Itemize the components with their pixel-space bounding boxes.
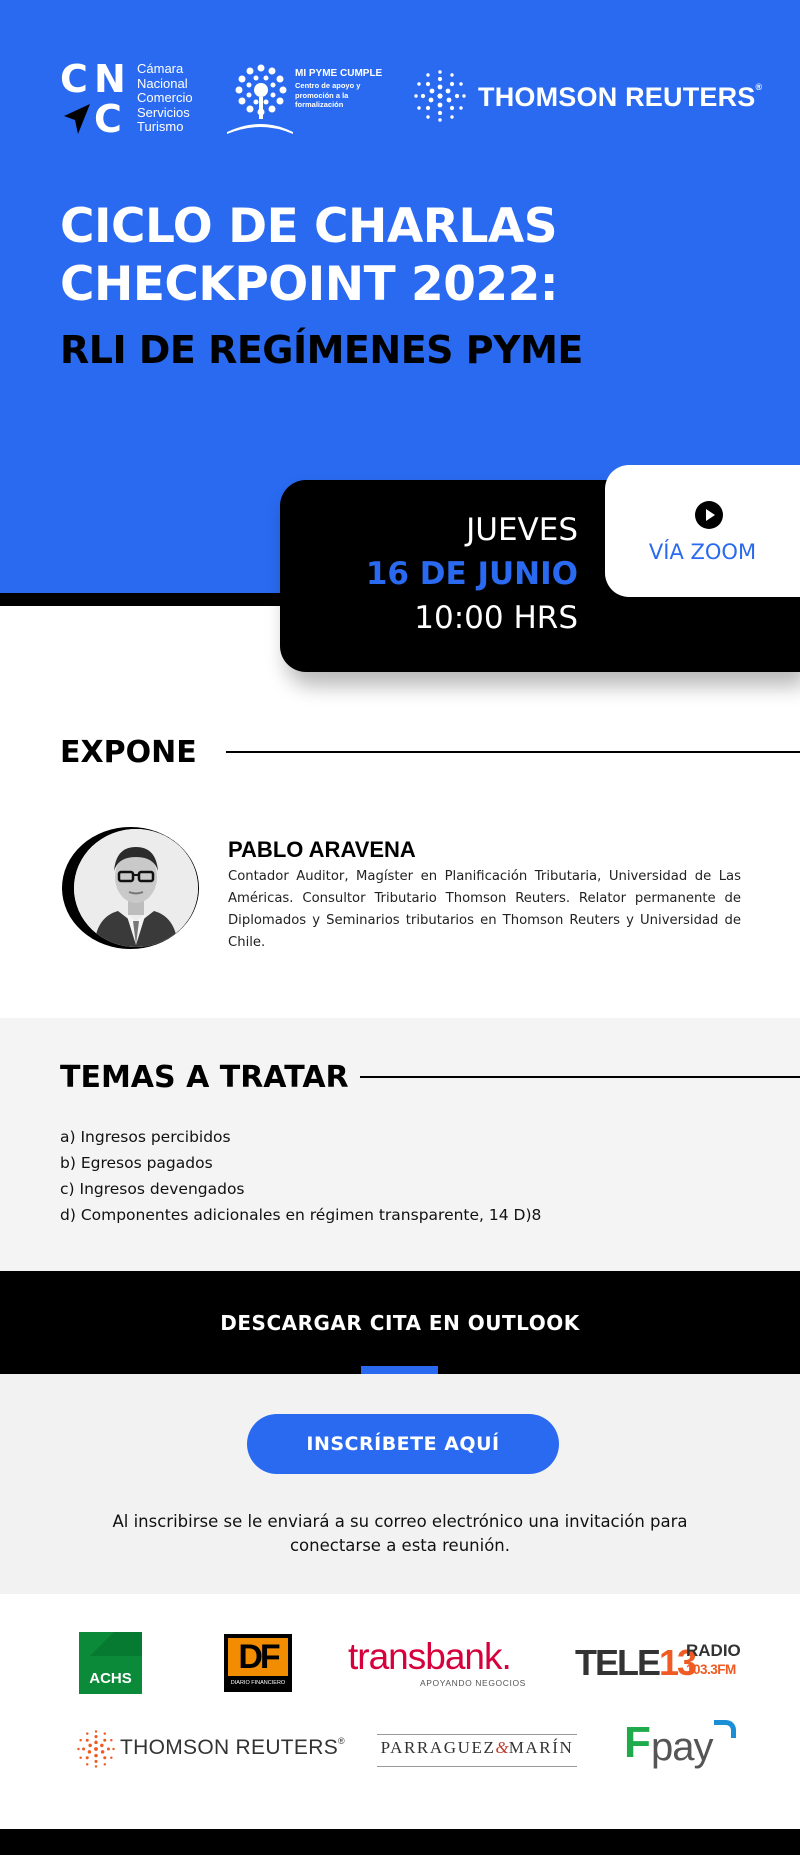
register-section (0, 1374, 800, 1594)
pyme-subtitle: Centro de apoyo y promoción a la formalización (295, 81, 361, 109)
topics-divider (360, 1076, 800, 1078)
event-title: CICLO DE CHARLAS CHECKPOINT 2022: (60, 199, 559, 312)
via-zoom-label: VÍA ZOOM (648, 540, 757, 564)
outlook-download-banner[interactable] (0, 1271, 800, 1374)
expone-divider (226, 751, 800, 753)
speaker-avatar (62, 827, 199, 949)
parraguez-top-rule (377, 1734, 577, 1735)
speaker-name: PABLO ARAVENA (228, 837, 416, 862)
thomson-reuters-wordmark: THOMSON REUTERS® (478, 82, 763, 112)
tele13-radio-logo[interactable]: TELE13 RADIO 103.3FM (575, 1641, 741, 1683)
transbank-logo[interactable]: transbank. APOYANDO NEGOCIOS (348, 1636, 526, 1688)
compass-arrow-icon (62, 102, 92, 136)
cnc-logo[interactable] (60, 57, 205, 141)
parraguez-bottom-rule (377, 1766, 577, 1767)
topics-heading: TEMAS A TRATAR (60, 1060, 349, 1095)
list-item: a) Ingresos percibidos (60, 1128, 231, 1146)
speaker-portrait (74, 829, 198, 947)
fpay-logo[interactable]: F pay (624, 1718, 739, 1773)
achs-logo[interactable]: ACHS (79, 1632, 142, 1694)
thomson-reuters-dots-icon (77, 1730, 115, 1768)
topics-section (0, 1018, 800, 1271)
speaker-bio: Contador Auditor, Magíster en Planificación Tributaria, Universidad de Las Américas. Consultor Tributario Thomson Reuters. Relator permanente de Diplomados y Seminarios tributarios en Thomson Reuters y Universidad de Chile. (228, 869, 741, 950)
topics-list (60, 1124, 541, 1228)
thomson-reuters-sponsor-wordmark: THOMSON REUTERS® (120, 1736, 345, 1759)
list-item: b) Egresos pagados (60, 1154, 213, 1172)
parraguez-marin-logo[interactable] (377, 1730, 577, 1774)
mi-pyme-cumple-logo[interactable]: MI PYME CUMPLE Centro de apoyo y promoción a la formalización (225, 60, 395, 140)
event-day: JUEVES (466, 512, 578, 548)
cnc-logo-text: Cámara Nacional Comercio Servicios Turismo (137, 61, 193, 134)
register-button[interactable]: INSCRÍBETE AQUÍ (247, 1414, 559, 1474)
speaker-photo (74, 829, 198, 947)
diario-financiero-logo[interactable]: DF DIARIO FINANCIERO (224, 1634, 292, 1692)
thomson-reuters-logo[interactable] (414, 70, 764, 122)
play-icon (695, 501, 723, 529)
cnc-logo-mark: C N C (60, 57, 126, 141)
list-item: d) Componentes adicionales en régimen transparente, 14 D)8 (60, 1206, 542, 1224)
download-outlook-link[interactable]: DESCARGAR CITA EN OUTLOOK (220, 1311, 580, 1335)
register-note: Al inscribirse se le enviará a su correo electrónico una invitación para conectarse a esta reunión. (112, 1512, 688, 1555)
parraguez-wordmark: PARRAGUEZ&MARÍN (380, 1738, 574, 1757)
footer-bar (0, 1829, 800, 1855)
event-subtitle: RLI DE REGÍMENES PYME (60, 328, 583, 372)
event-time: 10:00 HRS (414, 600, 578, 636)
thomson-reuters-dots-icon (414, 70, 466, 122)
expone-heading: EXPONE (60, 735, 197, 770)
tele13-wordmark: TELE13 (575, 1642, 696, 1683)
list-item: c) Ingresos devengados (60, 1180, 245, 1198)
event-date: 16 DE JUNIO (365, 556, 578, 592)
fpay-swoosh-icon (714, 1720, 736, 1738)
thomson-reuters-sponsor-logo[interactable] (77, 1730, 347, 1770)
via-zoom-badge[interactable] (605, 465, 800, 597)
sunburst-person-icon (225, 60, 293, 136)
outlook-accent-bar (361, 1366, 438, 1374)
